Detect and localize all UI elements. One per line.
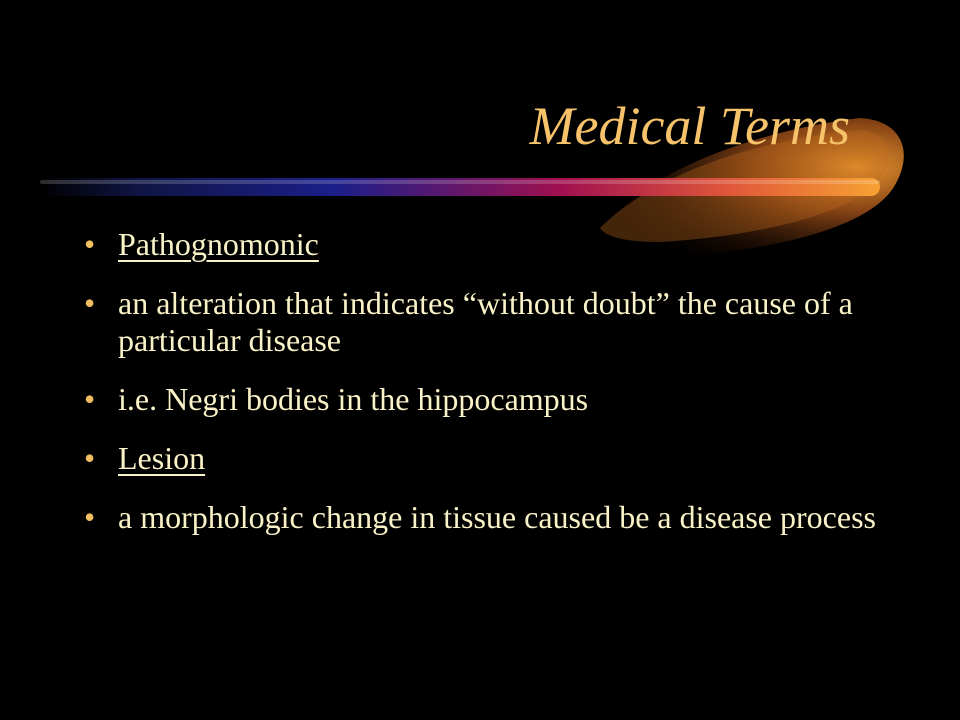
term-lesion: Lesion bbox=[118, 440, 206, 476]
slide-title: Medical Terms bbox=[529, 96, 850, 156]
bullet-dot: • bbox=[84, 440, 96, 476]
bullet-item-definition-2 bbox=[84, 499, 884, 536]
example-negri-bodies: i.e. Negri bodies in the hippocampus bbox=[118, 381, 589, 417]
bullet-dot: • bbox=[84, 381, 96, 417]
bullet-list bbox=[84, 226, 884, 558]
term-pathognomonic: Pathognomonic bbox=[118, 226, 319, 262]
definition-pathognomonic: an alteration that indicates “without doubt” the cause of a particular disease bbox=[118, 285, 853, 358]
bullet-item-lesion bbox=[84, 440, 884, 477]
bullet-dot: • bbox=[84, 285, 96, 321]
bullet-dot: • bbox=[84, 499, 96, 535]
definition-lesion: a morphologic change in tissue caused be a disease process bbox=[118, 499, 876, 535]
bullet-dot: • bbox=[84, 226, 96, 262]
bullet-item-pathognomonic bbox=[84, 226, 884, 263]
bullet-item-example bbox=[84, 381, 884, 418]
bullet-item-definition-1 bbox=[84, 285, 884, 359]
